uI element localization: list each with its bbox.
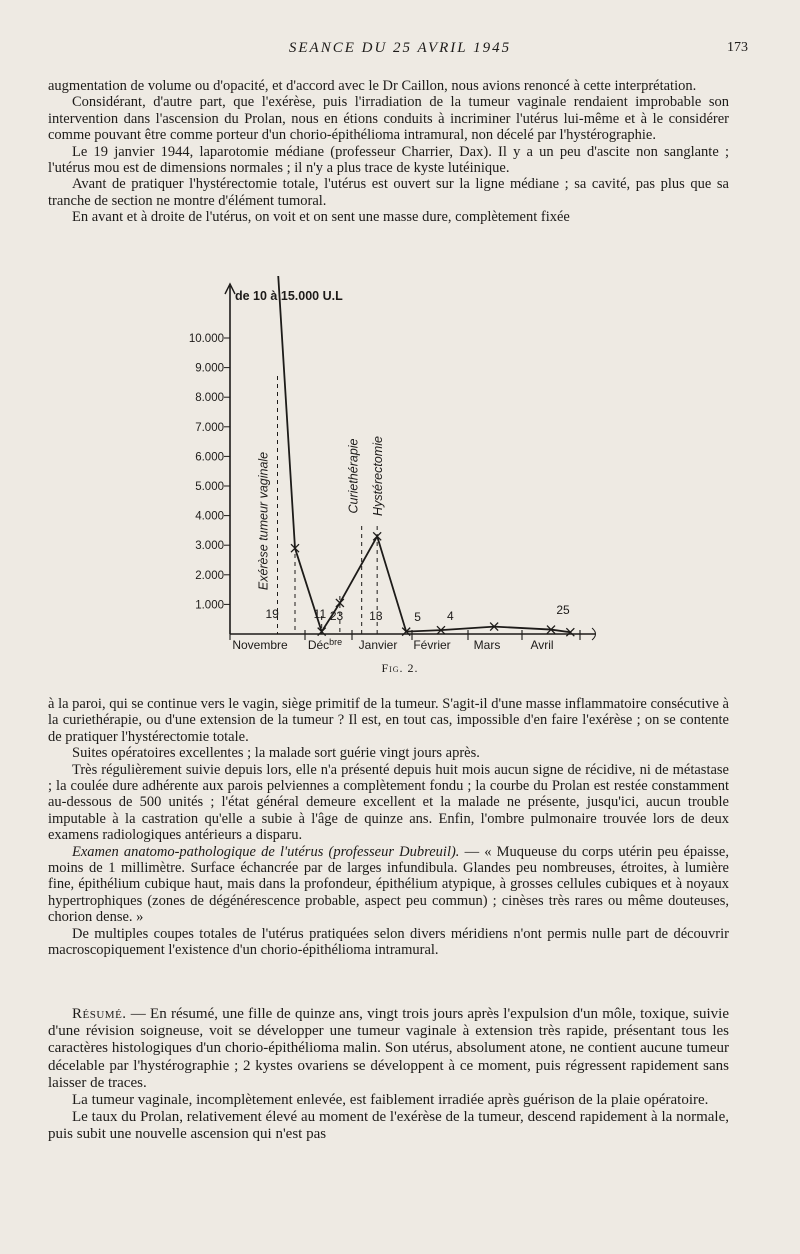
summary-heading: Résumé. xyxy=(72,1006,127,1022)
summary-text: — En résumé, une fille de quinze ans, vingt trois jours après l'expulsion d'un môle, toxique, suivie d'une révision soigneuse, voit se développer une tumeur vaginale à extension très rapide, présentant tous les caractères histologiques d'un chorio-épithélioma malin. Son utérus, absolument atone, ne contient aucune tumeur décelable par l'hystérographie ; 2 kystes ovariens se développent à ce moment, puis régressent rapidement sans laisser de traces. xyxy=(48,1006,729,1091)
day-label: 4 xyxy=(446,609,454,623)
y-tick-label: 9.000 xyxy=(195,362,224,375)
peak-label: de 10 à 15.000 U.L xyxy=(235,289,343,303)
y-tick-label: 7.000 xyxy=(195,421,224,434)
x-tick-label xyxy=(308,637,342,652)
paragraph: De multiples coupes totales de l'utérus pratiquées selon divers méridiens n'ont permis nulle part de découvrir macroscopiquement l'existence d'un chorio-épithélioma intramural. xyxy=(48,925,729,959)
y-tick-label: 10.000 xyxy=(188,333,224,345)
x-tick-label: Mars xyxy=(473,638,501,652)
prolan-chart xyxy=(150,276,610,661)
paragraph: Très régulièrement suivie depuis lors, elle n'a présenté depuis huit mois aucun signe de récidive, ni de métastase ; la coulée dure adhérente aux parois pelviennes a complètement fondu ; la courbe du Prolan est restée constamment au-dessous de 500 unités ; l'état général demeure excellent et la malade ne présente, jusqu'ici, aucun trouble imputable à la castration qu'elle a subie à l'âge de quinze ans. Enfin, l'ombre pulmonaire trouvée lors de deux examens radiologiques antérieurs a disparu. xyxy=(48,761,729,844)
y-tick-label: 4.000 xyxy=(195,510,224,523)
annotation-label: Exérèse tumeur vaginale xyxy=(256,451,271,591)
x-tick-label: Janvier xyxy=(358,638,398,652)
series-line xyxy=(278,276,571,632)
day-label: 13 xyxy=(369,609,383,623)
paragraph: Considérant, d'autre part, que l'exérèse, puis l'irradiation de la tumeur vaginale rendaient improbable son intervention dans l'ascension du Prolan, nous en étions conduits à incriminer l'utérus lui-même et à le considérer comme pouvant être comme porteur d'un chorio-épithélioma intramural, non décelé par l'hystérographie. xyxy=(48,94,729,144)
page-number: 173 xyxy=(727,40,748,55)
paragraph: Le taux du Prolan, relativement élevé au moment de l'exérèse de la tumeur, descend rapidement à la normale, puis subit une nouvelle ascension qui n'est pas xyxy=(48,1109,729,1143)
exam-title: Examen anatomo-pathologique de l'utérus (professeur Dubreuil). xyxy=(72,843,460,860)
y-tick-label: 1.000 xyxy=(195,599,224,612)
annotation-label: Hystérectomie xyxy=(371,436,386,516)
chart-labels xyxy=(189,289,570,652)
paragraph: augmentation de volume ou d'opacité, et d'accord avec le Dr Caillon, nous avions renoncé à cette interprétation. xyxy=(48,78,697,94)
page-header xyxy=(48,40,752,62)
top-text-block xyxy=(48,78,729,226)
figure-caption: Fig. 2. xyxy=(381,661,419,675)
x-tick-label: Février xyxy=(413,638,451,652)
paragraph: Avant de pratiquer l'hystérectomie totale, l'utérus est ouvert sur la ligne médiane ; sa cavité, pas plus que sa tranche de section ne montre d'élément tumoral. xyxy=(48,176,729,209)
x-tick-label: Avril xyxy=(530,638,554,652)
exam-paragraph xyxy=(48,844,729,926)
y-tick-label: 2.000 xyxy=(195,569,224,582)
day-label: 19 xyxy=(265,607,279,621)
summary-paragraph xyxy=(48,1006,729,1092)
y-tick-label: 6.000 xyxy=(195,451,224,464)
x-tick-label-part: bre xyxy=(329,637,343,647)
y-tick-label: 8.000 xyxy=(195,392,224,405)
day-label: 11 xyxy=(313,607,327,621)
running-title: SEANCE DU 25 AVRIL 1945 xyxy=(288,40,512,56)
day-label: 23 xyxy=(329,609,344,623)
exam-text: — « Muqueuse du corps utérin peu épaisse, moins de 1 millimètre. Surface échancrée par de larges infundibula. Glandes peu nombreuses, étroites, à lumière fine, épithélium cubique haut, mais dans la profondeur, épithélium atypique, à grosses cellules cubiques et à noyaux hypertrophiques (zones de dégénérescence probable, aspect peu commun) ; cinèses très rares ou même douteuses, chorion dense. » xyxy=(48,843,729,926)
paragraph: à la paroi, qui se continue vers le vagin, siège primitif de la tumeur. S'agit-il d'une masse inflammatoire consécutive à la curiethérapie, ou d'une extension de la tumeur ? Il est, en tout cas, impossible d'en faire l'exérèse ; on se contente de pratiquer l'hystérectomie totale. xyxy=(48,696,729,745)
annotation-label: Curiethérapie xyxy=(346,438,361,514)
y-tick-label: 3.000 xyxy=(195,540,224,553)
paragraph: En avant et à droite de l'utérus, on voit et on sent une masse dure, complètement fixée xyxy=(72,209,570,226)
chart-axes xyxy=(224,284,596,640)
bottom-text-block xyxy=(48,696,729,959)
paragraph: Le 19 janvier 1944, laparotomie médiane (professeur Charrier, Dax). Il y a un peu d'ascite non sanglante ; l'utérus mou est de dimensions normales ; il n'y a plus trace de kyste lutéinique. xyxy=(48,143,729,177)
paragraph: La tumeur vaginale, incomplètement enlevée, est faiblement irradiée après guérison de la plaie opératoire. xyxy=(72,1092,709,1109)
chart-canvas xyxy=(150,276,610,656)
day-label: 25 xyxy=(556,603,570,617)
chart-marks xyxy=(274,276,575,636)
x-tick-label-part: Déc xyxy=(307,638,330,652)
day-label: 5 xyxy=(414,610,421,624)
summary-block xyxy=(48,1006,729,1144)
y-tick-label: 5.000 xyxy=(195,481,224,493)
paragraph: Suites opératoires excellentes ; la malade sort guérie vingt jours après. xyxy=(72,745,480,762)
x-tick-label: Novembre xyxy=(232,638,288,652)
